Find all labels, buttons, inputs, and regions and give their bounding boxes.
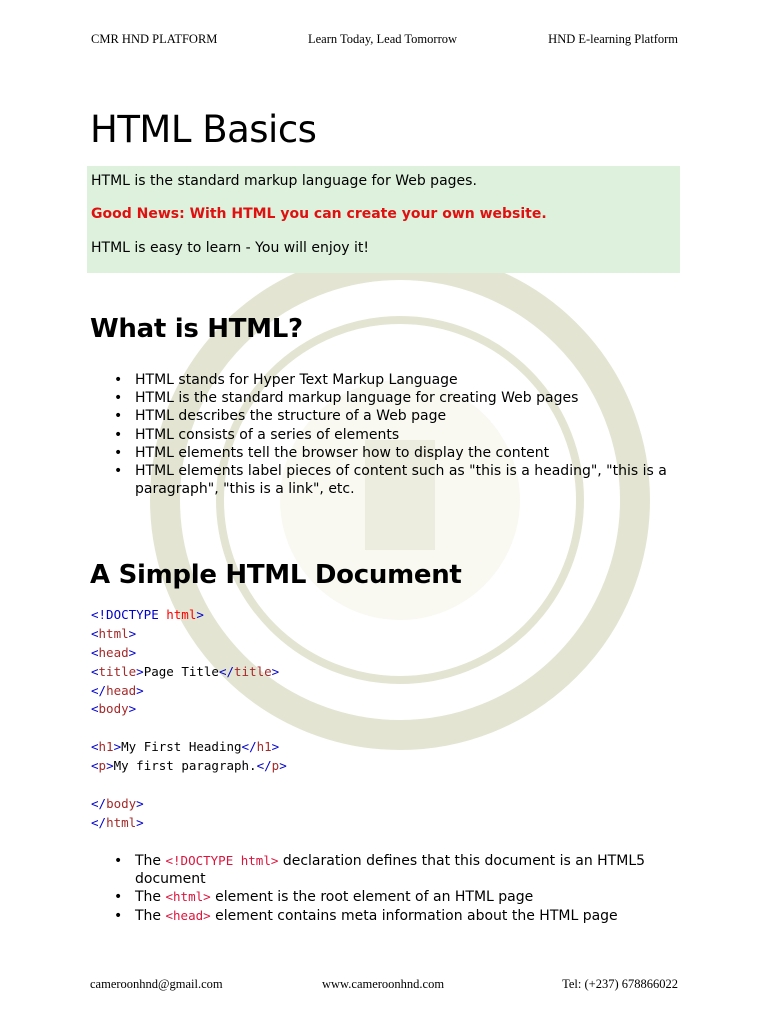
list-item: • The <html> element is the root element of an HTML page	[108, 888, 663, 906]
code-line: <!DOCTYPE html>	[91, 607, 204, 622]
list-item: • The <head> element contains meta information about the HTML page	[108, 907, 663, 925]
page-footer	[90, 977, 678, 993]
section-heading-simple-document: A Simple HTML Document	[90, 560, 462, 590]
code-blank-line	[91, 719, 287, 738]
page-title: HTML Basics	[90, 108, 317, 151]
footer-website: www.cameroonhnd.com	[322, 977, 445, 991]
header-slogan: Learn Today, Lead Tomorrow	[308, 32, 458, 46]
code-line: </head>	[91, 682, 144, 698]
header-platform-name: CMR HND PLATFORM	[91, 32, 218, 46]
code-line: <html>	[91, 625, 137, 641]
intro-box	[87, 166, 680, 273]
list-item: • HTML is the standard markup language for creating Web pages	[108, 389, 673, 407]
page-header	[91, 32, 678, 48]
code-blank-line	[91, 776, 287, 795]
section-heading-what-is-html: What is HTML?	[90, 314, 303, 344]
code-line: <title>Page Title</title>	[91, 663, 280, 679]
list-item: • HTML elements tell the browser how to display the content	[108, 444, 673, 462]
footer-phone: Tel: (+237) 678866022	[562, 977, 678, 991]
intro-line: HTML is easy to learn - You will enjoy it!	[91, 240, 370, 256]
list-item: • HTML stands for Hyper Text Markup Language	[108, 371, 673, 389]
code-line: </html>	[91, 814, 144, 830]
code-line: <p>My first paragraph.</p>	[91, 758, 287, 774]
footer-email: cameroonhnd@gmail.com	[90, 977, 223, 991]
code-example	[91, 606, 287, 833]
intro-good-news: Good News: With HTML you can create your own website.	[91, 206, 547, 222]
list-item: • HTML elements label pieces of content such as "this is a heading", "this is a paragraph", "this is a link", etc.	[108, 462, 673, 498]
list-item: • HTML consists of a series of elements	[108, 426, 673, 444]
what-is-html-list	[108, 371, 673, 498]
code-line: <head>	[91, 644, 137, 660]
list-item: • HTML describes the structure of a Web page	[108, 407, 673, 425]
header-platform-type: HND E-learning Platform	[548, 32, 678, 46]
document-notes-list	[108, 852, 663, 925]
code-line: </body>	[91, 795, 144, 811]
list-item: • The <!DOCTYPE html> declaration defines that this document is an HTML5 document	[108, 852, 663, 888]
code-line: <h1>My First Heading</h1>	[91, 739, 280, 755]
intro-line: HTML is the standard markup language for Web pages.	[91, 173, 477, 189]
code-line: <body>	[91, 701, 137, 717]
